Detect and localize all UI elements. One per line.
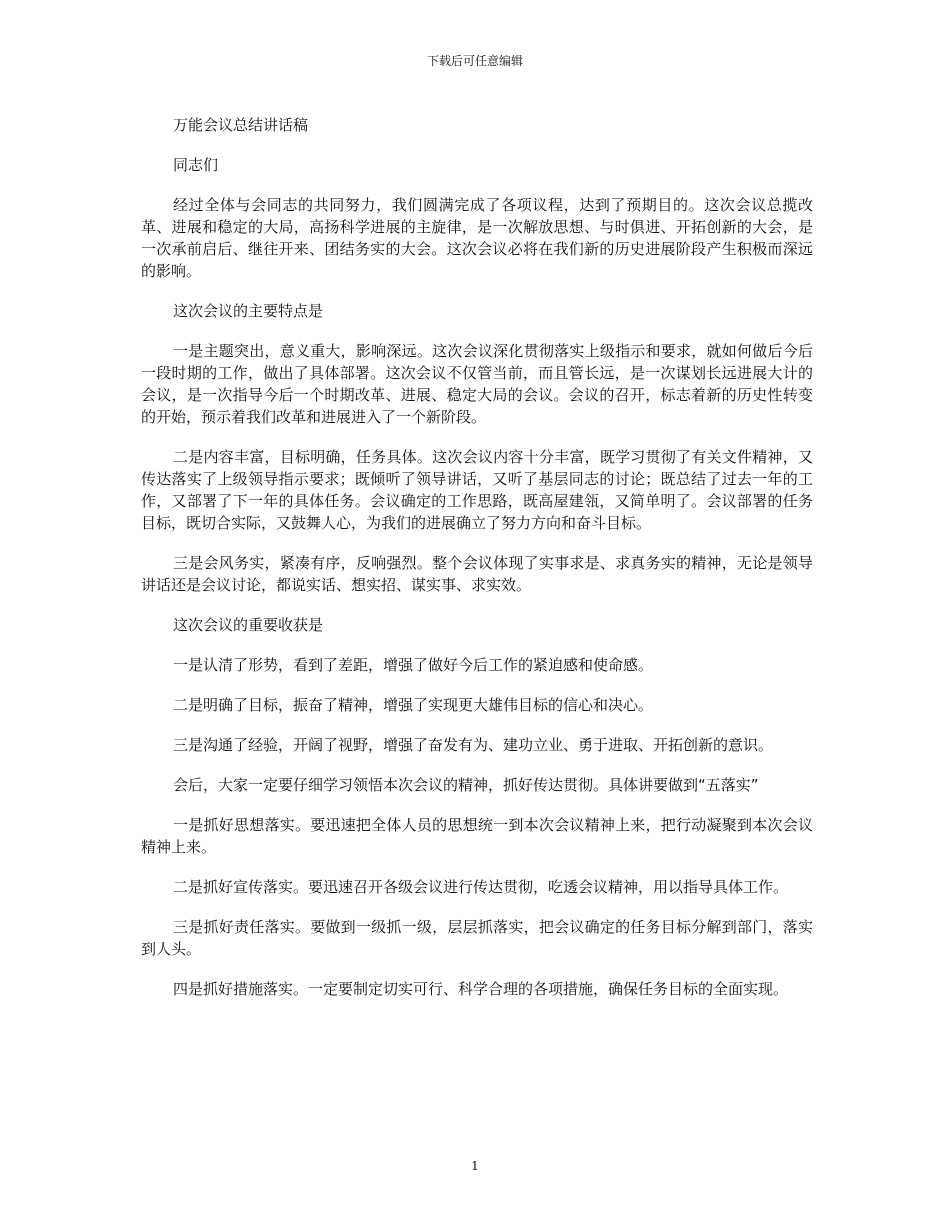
section-heading: 这次会议的重要收获是 — [173, 616, 324, 634]
document-body — [141, 114, 813, 1018]
page-number: 1 — [471, 1159, 479, 1173]
salutation: 同志们 — [173, 156, 219, 174]
paragraph: 一是主题突出，意义重大，影响深远。这次会议深化贯彻落实上级指示和要求，就如何做后今后一段时期的工作，做出了具体部署。这次会议不仅管当前，而且管长远，是一次谋划长远进展大计的会议，是一次指导今后一个时期改革、进展、稳定大局的会议。会议的召开，标志着新的历史性转变的开始，预示着我们改革和进展进入了一个新阶段。 — [141, 342, 813, 426]
paragraph: 二是内容丰富，目标明确，任务具体。这次会议内容十分丰富，既学习贯彻了有关文件精神，又传达落实了上级领导指示要求；既倾听了领导讲话，又听了基层同志的讨论；既总结了过去一年的工作，又部署了下一年的具体任务。会议确定的工作思路，既高屋建瓴，又简单明了。会议部署的任务目标，既切合实际，又鼓舞人心，为我们的进展确立了努力方向和奋斗目标。 — [141, 448, 813, 532]
paragraph: 四是抓好措施落实。一定要制定切实可行、科学合理的各项措施，确保任务目标的全面实现。 — [173, 980, 789, 998]
paragraph: 三是抓好责任落实。要做到一级抓一级，层层抓落实，把会议确定的任务目标分解到部门，落实到人头。 — [141, 918, 813, 958]
paragraph: 经过全体与会同志的共同努力，我们圆满完成了各项议程，达到了预期目的。这次会议总揽改革、进展和稳定的大局，高扬科学进展的主旋律，是一次解放思想、与时俱进、开拓创新的大会，是一次承前启后、继往开来、团结务实的大会。这次会议必将在我们新的历史进展阶段产生积极而深远的影响。 — [141, 196, 813, 280]
paragraph: 二是抓好宣传落实。要迅速召开各级会议进行传达贯彻，吃透会议精神，用以指导具体工作。 — [173, 878, 789, 896]
paragraph: 一是抓好思想落实。要迅速把全体人员的思想统一到本次会议精神上来，把行动凝聚到本次会议精神上来。 — [141, 816, 813, 856]
paragraph: 一是认清了形势，看到了差距，增强了做好今后工作的紧迫感和使命感。 — [173, 656, 654, 674]
paragraph: 三是沟通了经验，开阔了视野，增强了奋发有为、建功立业、勇于进取、开拓创新的意识。 — [173, 736, 774, 754]
page-header: 下载后可任意编辑 — [426, 54, 523, 68]
paragraph: 二是明确了目标，振奋了精神，增强了实现更大雄伟目标的信心和决心。 — [173, 696, 654, 714]
document-title: 万能会议总结讲话稿 — [173, 116, 309, 134]
section-heading: 这次会议的主要特点是 — [173, 302, 324, 320]
paragraph: 会后，大家一定要仔细学习领悟本次会议的精神，抓好传达贯彻。具体讲要做到“五落实” — [173, 776, 759, 794]
paragraph: 三是会风务实，紧凑有序，反响强烈。整个会议体现了实事求是、求真务实的精神，无论是领导讲话还是会议讨论，都说实话、想实招、谋实事、求实效。 — [141, 554, 813, 594]
